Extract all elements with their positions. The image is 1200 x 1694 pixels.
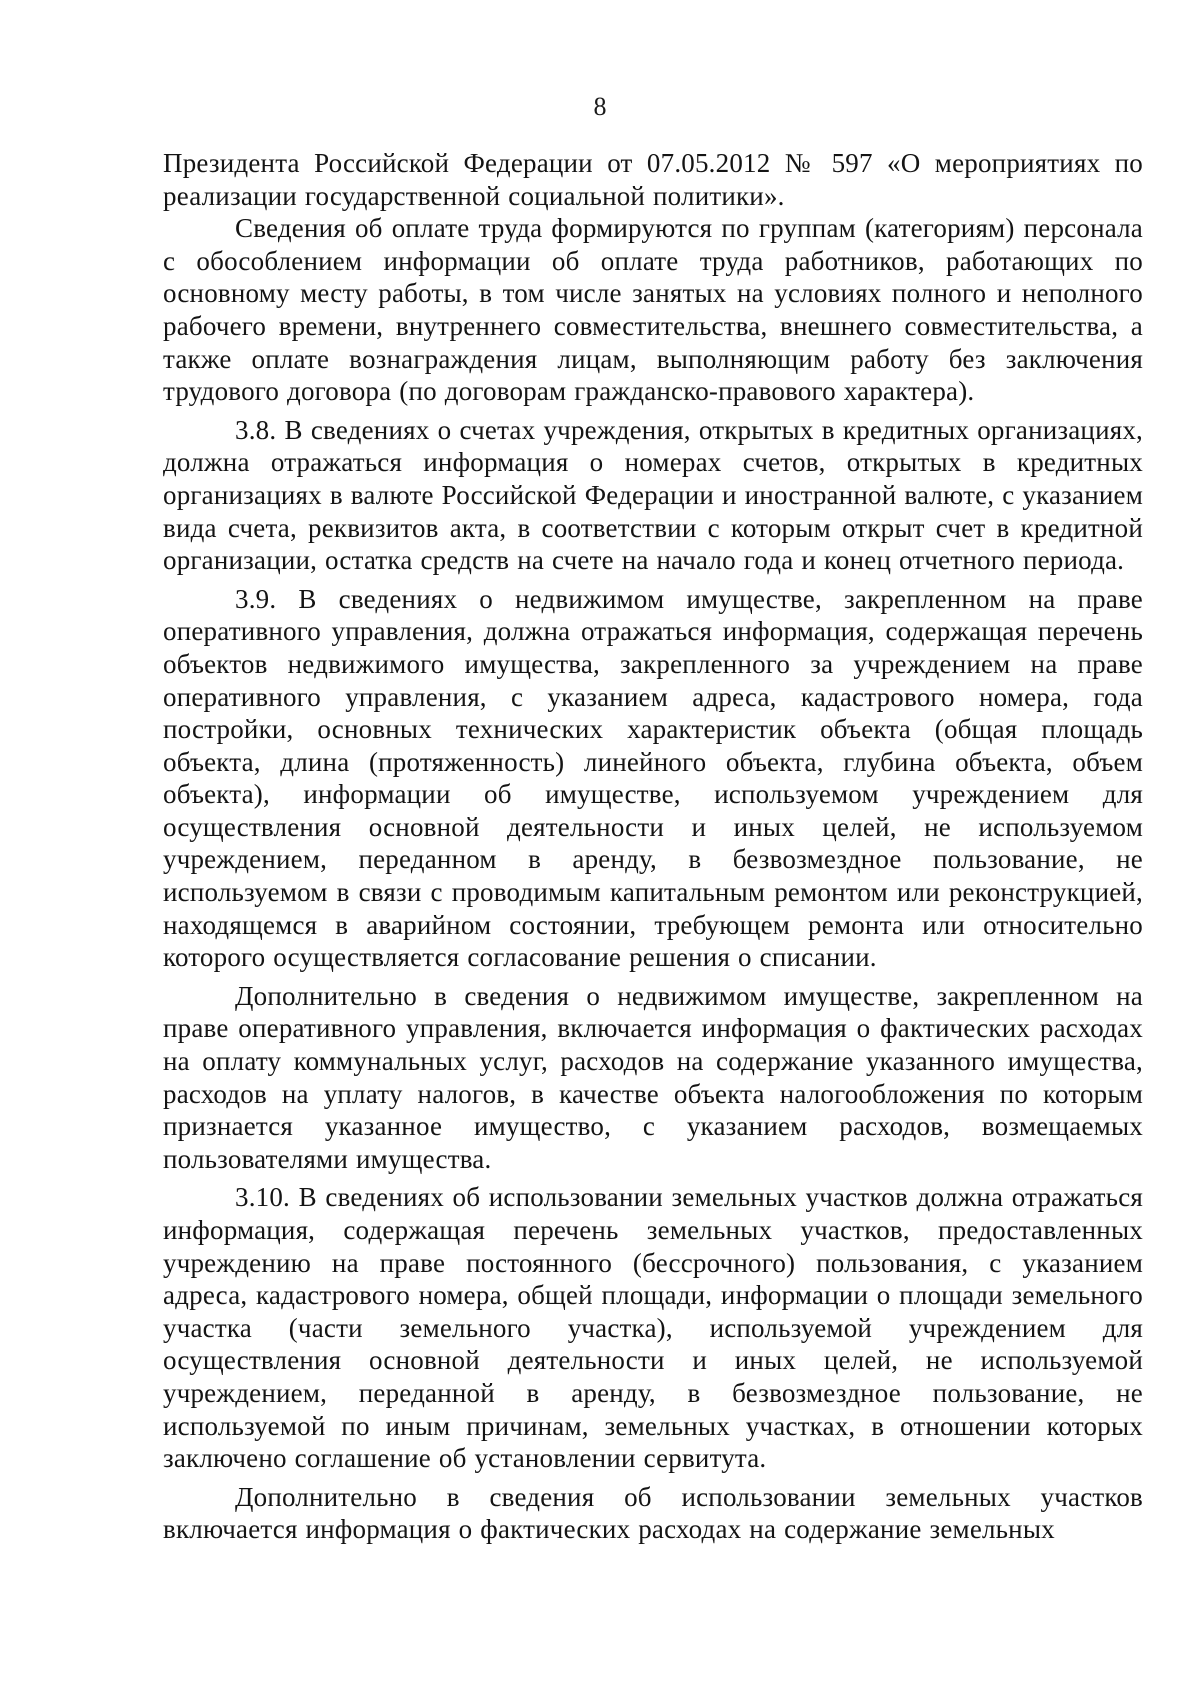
paragraph-decree-continuation: Президента Российской Федерации от 07.05.2012 № 597 «О мероприятиях по реализации государственной социальной политики». bbox=[163, 148, 1143, 211]
page-number: 8 bbox=[593, 92, 607, 121]
document-body bbox=[163, 147, 1143, 1546]
paragraph-land-expenses: Дополнительно в сведения об использовании земельных участков включается информация о фактических расходах на содержание земельных bbox=[163, 1481, 1143, 1545]
paragraph-3-8-bank-accounts: 3.8. В сведениях о счетах учреждения, открытых в кредитных организациях, должна отражаться информация о номерах счетов, открытых в кредитных организациях в валюте Российской Федерации и иностранной валюте, с указанием вида счета, реквизитов акта, в соответствии с которым открыт счет в кредитной организации, остатка средств на счете на начало года и конец отчетного периода. bbox=[163, 414, 1143, 576]
paragraph-salary-info: Сведения об оплате труда формируются по группам (категориям) персонала с обособлением информации об оплате труда работников, работающих по основному месту работы, в том числе занятых на условиях полного и неполного рабочего времени, внутреннего совместительства, внешнего совместительства, а также оплате вознаграждения лицам, выполняющим работу без заключения трудового договора (по договорам гражданско-правового характера). bbox=[163, 213, 1143, 407]
paragraph-3-9-real-estate: 3.9. В сведениях о недвижимом имуществе, закрепленном на праве оперативного управления, должна отражаться информация, содержащая перечень объектов недвижимого имущества, закрепленного за учреждением на праве оперативного управления, с указанием адреса, кадастрового номера, года постройки, основных технических характеристик объекта (общая площадь объекта, длина (протяженность) линейного объекта, глубина объекта, объем объекта), информации об имуществе, используемом учреждением для осуществления основной деятельности и иных целей, не используемом учреждением, переданном в аренду, в безвозмездное пользование, не используемом в связи с проводимым капитальным ремонтом или реконструкцией, находящемся в аварийном состоянии, требующем ремонта или относительно которого осуществляется согласование решения о списании. bbox=[163, 583, 1143, 973]
paragraph-real-estate-expenses: Дополнительно в сведения о недвижимом имуществе, закрепленном на праве оперативного управления, включается информация о фактических расходах на оплату коммунальных услуг, расходов на содержание указанного имущества, расходов на уплату налогов, в качестве объекта налогообложения по которым признается указанное имущество, с указанием расходов, возмещаемых пользователями имущества. bbox=[163, 980, 1143, 1174]
paragraph-3-10-land-plots: 3.10. В сведениях об использовании земельных участков должна отражаться информация, содержащая перечень земельных участков, предоставленных учреждению на праве постоянного (бессрочного) пользования, с указанием адреса, кадастрового номера, общей площади, информации о площади земельного участка (части земельного участка), используемой учреждением для осуществления основной деятельности и иных целей, не используемой учреждением, переданной в аренду, в безвозмездное пользование, не используемой по иным причинам, земельных участках, в отношении которых заключено соглашение об установлении сервитута. bbox=[163, 1182, 1143, 1474]
